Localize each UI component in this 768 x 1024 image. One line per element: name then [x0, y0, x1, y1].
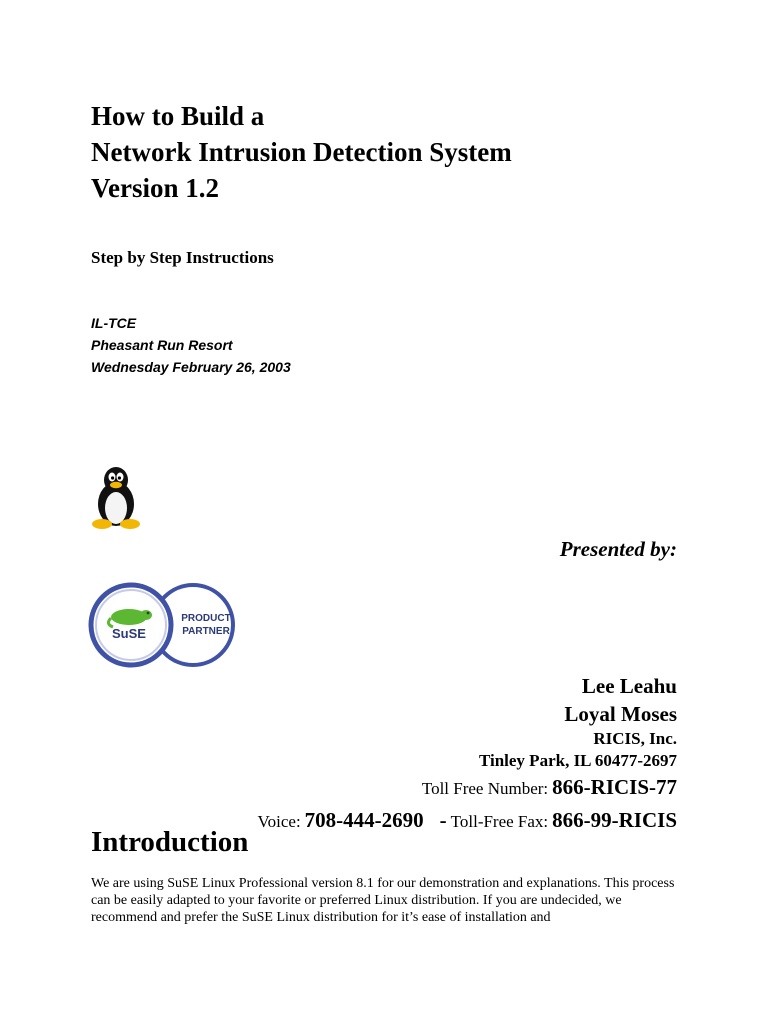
suse-product-partner-logo	[86, 580, 240, 670]
title-line-3: Version 1.2	[91, 173, 220, 203]
document-subtitle: Step by Step Instructions	[91, 248, 274, 267]
contact-separator: -	[439, 808, 447, 832]
toll-free-line	[258, 772, 677, 805]
tux-penguin-icon	[88, 464, 144, 530]
logo-badge-line2: PARTNER	[182, 626, 230, 637]
company-city: Tinley Park, IL 60477-2697	[478, 751, 677, 770]
title-line-1: How to Build a	[91, 101, 265, 131]
title-line-2: Network Intrusion Detection System	[91, 137, 512, 167]
fax-number: 866-99-RICIS	[552, 808, 677, 832]
toll-free-number: 866-RICIS-77	[552, 775, 677, 799]
voice-number: 708-444-2690	[304, 808, 424, 832]
event-date: Wednesday February 26, 2003	[91, 359, 291, 375]
presenter-name-2: Loyal Moses	[564, 702, 677, 726]
voice-fax-line	[258, 805, 677, 838]
introduction-body: We are using SuSE Linux Professional version 8.1 for our demonstration and explanations. This process can be easily adapted to your favorite or preferred Linux distribution. If you are undecided, we recommend and prefer the SuSE Linux distribution for it’s ease of installation and	[91, 876, 675, 925]
contact-block	[258, 672, 677, 838]
presenter-name-1: Lee Leahu	[581, 674, 677, 698]
document-title	[91, 98, 512, 206]
logo-badge-line1: PRODUCT	[181, 613, 231, 624]
fax-label: Toll-Free Fax:	[450, 812, 549, 831]
presented-by-label: Presented by:	[559, 537, 677, 561]
toll-free-label: Toll Free Number:	[421, 779, 549, 798]
logo-brand: SuSE	[112, 626, 146, 641]
voice-label: Voice:	[257, 812, 301, 831]
company-name: RICIS, Inc.	[593, 729, 677, 748]
event-org: IL-TCE	[91, 315, 137, 331]
introduction-heading: Introduction	[91, 826, 249, 858]
event-info	[91, 312, 291, 378]
event-venue: Pheasant Run Resort	[91, 337, 233, 353]
